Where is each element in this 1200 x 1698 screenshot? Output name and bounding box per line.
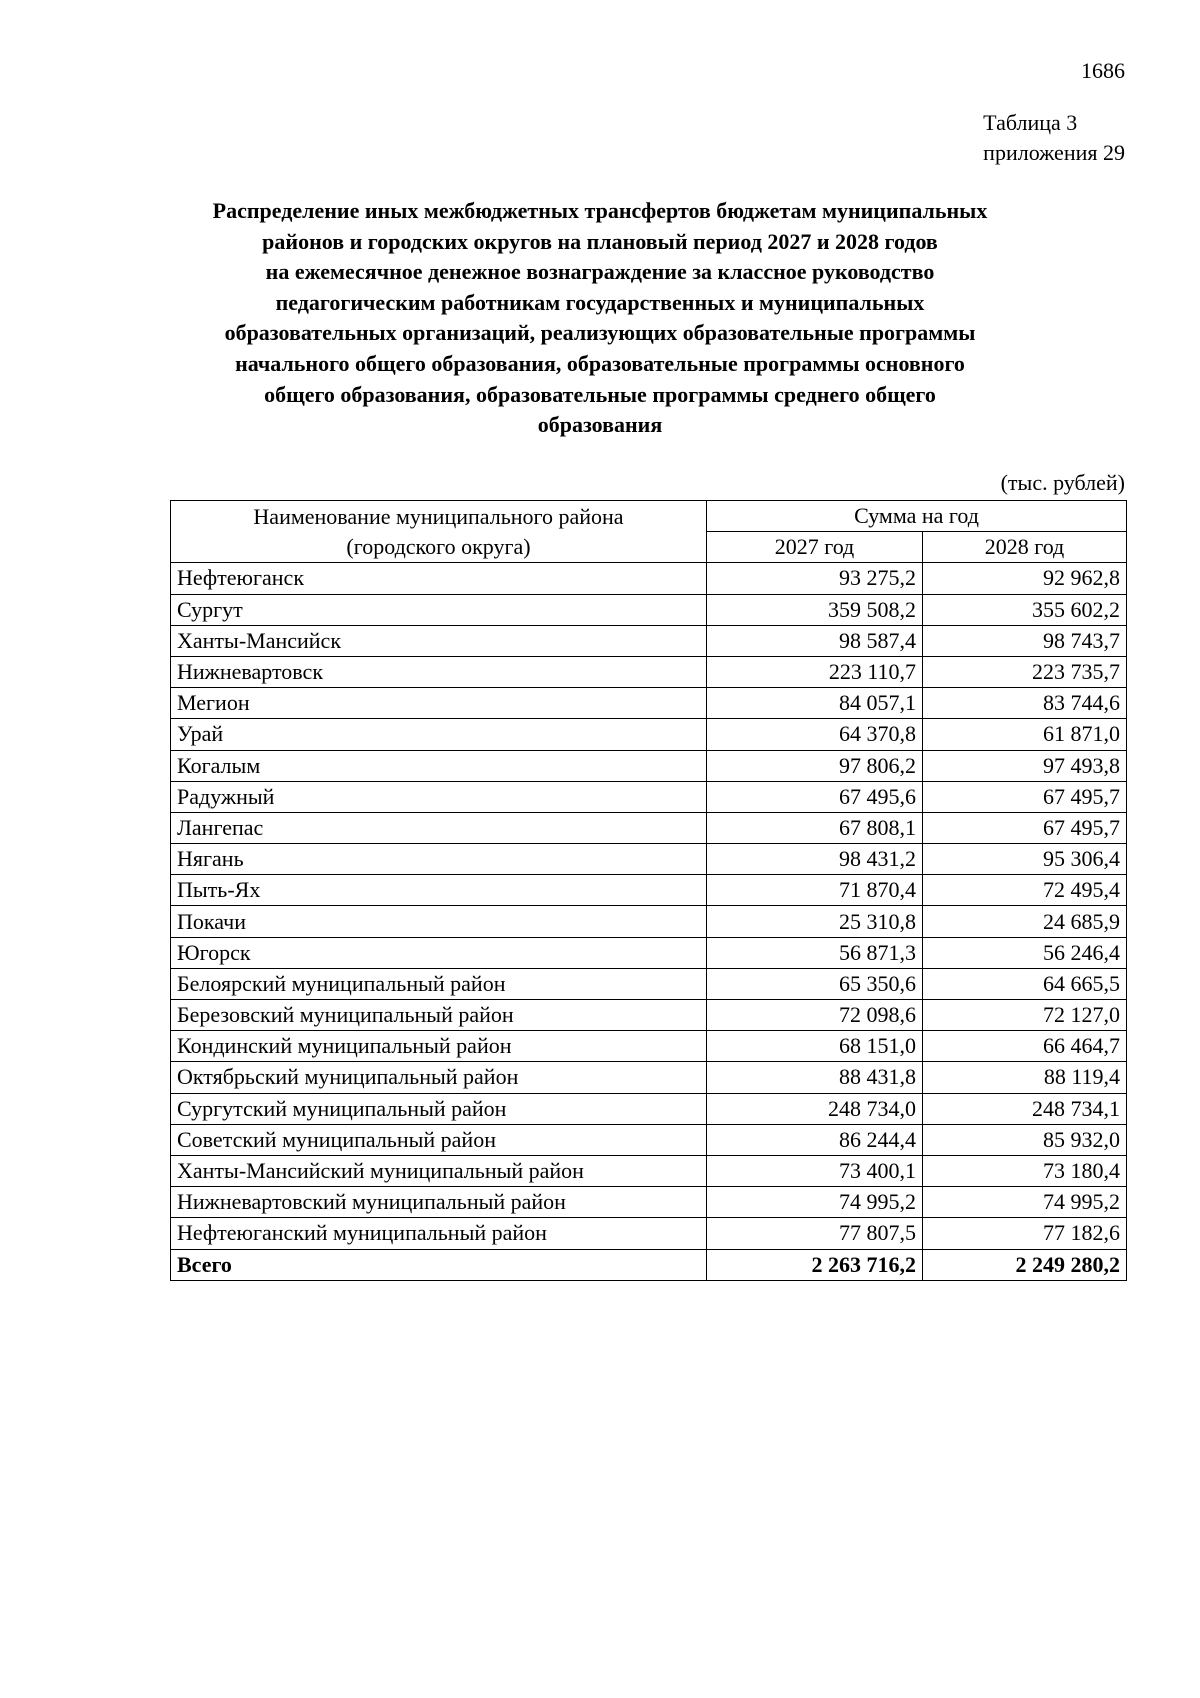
row-2027-cell: 65 350,6 xyxy=(707,968,923,999)
table-row xyxy=(171,844,1127,875)
row-2028-cell: 61 871,0 xyxy=(923,719,1127,750)
row-2027-cell: 86 244,4 xyxy=(707,1124,923,1155)
total-2028-cell: 2 249 280,2 xyxy=(923,1249,1127,1280)
row-name-cell: Лангепас xyxy=(171,812,707,843)
table-row xyxy=(171,594,1127,625)
row-2028-cell: 74 995,2 xyxy=(923,1187,1127,1218)
column-header-name-line-2: (городского округа) xyxy=(346,533,531,559)
row-2028-cell: 66 464,7 xyxy=(923,1031,1127,1062)
table-row xyxy=(171,750,1127,781)
row-2028-cell: 98 743,7 xyxy=(923,625,1127,656)
row-2027-cell: 88 431,8 xyxy=(707,1062,923,1093)
row-2028-cell: 64 665,5 xyxy=(923,968,1127,999)
row-2027-cell: 93 275,2 xyxy=(707,563,923,594)
table-row xyxy=(171,1000,1127,1031)
document-title xyxy=(170,196,1030,441)
title-line: педагогическим работникам государственных и муниципальных xyxy=(275,289,925,315)
row-name-cell: Нягань xyxy=(171,844,707,875)
row-2027-cell: 223 110,7 xyxy=(707,656,923,687)
row-name-cell: Ханты-Мансийский муниципальный район xyxy=(171,1155,707,1186)
row-2027-cell: 72 098,6 xyxy=(707,1000,923,1031)
row-2028-cell: 73 180,4 xyxy=(923,1155,1127,1186)
row-name-cell: Октябрьский муниципальный район xyxy=(171,1062,707,1093)
row-2028-cell: 223 735,7 xyxy=(923,656,1127,687)
row-2028-cell: 248 734,1 xyxy=(923,1093,1127,1124)
title-line: Распределение иных межбюджетных трансфертов бюджетам муниципальных xyxy=(212,198,988,223)
row-name-cell: Покачи xyxy=(171,906,707,937)
units-label: (тыс. рублей) xyxy=(1000,470,1125,495)
table-row xyxy=(171,1062,1127,1093)
row-2027-cell: 71 870,4 xyxy=(707,875,923,906)
row-2027-cell: 359 508,2 xyxy=(707,594,923,625)
row-2028-cell: 95 306,4 xyxy=(923,844,1127,875)
row-name-cell: Березовский муниципальный район xyxy=(171,1000,707,1031)
row-2027-cell: 67 495,6 xyxy=(707,781,923,812)
row-name-cell: Сургутский муниципальный район xyxy=(171,1093,707,1124)
total-label-cell: Всего xyxy=(171,1249,707,1280)
row-2028-cell: 88 119,4 xyxy=(923,1062,1127,1093)
row-2028-cell: 83 744,6 xyxy=(923,688,1127,719)
row-name-cell: Пыть-Ях xyxy=(171,875,707,906)
table-row xyxy=(171,1187,1127,1218)
row-name-cell: Кондинский муниципальный район xyxy=(171,1031,707,1062)
title-line: общего образования, образовательные программы среднего общего xyxy=(264,381,936,407)
row-name-cell: Югорск xyxy=(171,937,707,968)
table-caption xyxy=(983,108,1125,168)
table-row xyxy=(171,1093,1127,1124)
row-2028-cell: 67 495,7 xyxy=(923,781,1127,812)
row-name-cell: Нефтеюганский муниципальный район xyxy=(171,1218,707,1249)
table-row xyxy=(171,906,1127,937)
row-2027-cell: 98 587,4 xyxy=(707,625,923,656)
column-header-2027: 2027 год xyxy=(707,532,923,563)
table-row xyxy=(171,563,1127,594)
row-name-cell: Радужный xyxy=(171,781,707,812)
row-name-cell: Урай xyxy=(171,719,707,750)
row-2028-cell: 72 495,4 xyxy=(923,875,1127,906)
row-name-cell: Советский муниципальный район xyxy=(171,1124,707,1155)
title-line: на ежемесячное денежное вознаграждение за классное руководство xyxy=(265,259,935,285)
row-name-cell: Белоярский муниципальный район xyxy=(171,968,707,999)
page-number: 1686 xyxy=(1081,58,1125,83)
row-2027-cell: 67 808,1 xyxy=(707,812,923,843)
title-line: начального общего образования, образовательные программы основного xyxy=(235,350,965,376)
row-name-cell: Мегион xyxy=(171,688,707,719)
row-2028-cell: 85 932,0 xyxy=(923,1124,1127,1155)
row-2027-cell: 77 807,5 xyxy=(707,1218,923,1249)
row-name-cell: Ханты-Мансийск xyxy=(171,625,707,656)
total-row xyxy=(171,1249,1127,1280)
title-line: образования xyxy=(537,412,663,438)
table-row xyxy=(171,968,1127,999)
column-header-sum: Сумма на год xyxy=(707,501,1127,532)
table-row xyxy=(171,625,1127,656)
row-2027-cell: 64 370,8 xyxy=(707,719,923,750)
title-line: районов и городских округов на плановый период 2027 и 2028 годов xyxy=(262,228,938,254)
row-2027-cell: 248 734,0 xyxy=(707,1093,923,1124)
row-2028-cell: 355 602,2 xyxy=(923,594,1127,625)
row-2028-cell: 56 246,4 xyxy=(923,937,1127,968)
row-2028-cell: 77 182,6 xyxy=(923,1218,1127,1249)
row-2027-cell: 98 431,2 xyxy=(707,844,923,875)
table-header xyxy=(171,501,1127,563)
table-row xyxy=(171,656,1127,687)
row-2028-cell: 67 495,7 xyxy=(923,812,1127,843)
column-header-name xyxy=(171,501,707,563)
table-row xyxy=(171,781,1127,812)
row-2028-cell: 92 962,8 xyxy=(923,563,1127,594)
row-2027-cell: 97 806,2 xyxy=(707,750,923,781)
table-row xyxy=(171,1031,1127,1062)
transfers-table xyxy=(170,500,1127,1281)
table-row xyxy=(171,875,1127,906)
table-row xyxy=(171,937,1127,968)
table-row xyxy=(171,1124,1127,1155)
title-line: образовательных организаций, реализующих образовательные программы xyxy=(224,320,976,346)
table-row xyxy=(171,719,1127,750)
table-header-row xyxy=(171,501,1127,532)
table-row xyxy=(171,812,1127,843)
table-body xyxy=(171,563,1127,1280)
column-header-name-line-1: Наименование муниципального района xyxy=(253,503,624,529)
table-row xyxy=(171,688,1127,719)
row-name-cell: Нефтеюганск xyxy=(171,563,707,594)
row-2027-cell: 84 057,1 xyxy=(707,688,923,719)
row-name-cell: Нижневартовский муниципальный район xyxy=(171,1187,707,1218)
table-caption-line-1: Таблица 3 xyxy=(983,110,1078,135)
row-2027-cell: 73 400,1 xyxy=(707,1155,923,1186)
table-row xyxy=(171,1218,1127,1249)
row-2028-cell: 72 127,0 xyxy=(923,1000,1127,1031)
column-header-2028: 2028 год xyxy=(923,532,1127,563)
row-name-cell: Нижневартовск xyxy=(171,656,707,687)
row-2028-cell: 24 685,9 xyxy=(923,906,1127,937)
table-row xyxy=(171,1155,1127,1186)
table-caption-line-2: приложения 29 xyxy=(983,140,1125,165)
row-name-cell: Сургут xyxy=(171,594,707,625)
total-2027-cell: 2 263 716,2 xyxy=(707,1249,923,1280)
row-2027-cell: 68 151,0 xyxy=(707,1031,923,1062)
row-2028-cell: 97 493,8 xyxy=(923,750,1127,781)
row-2027-cell: 74 995,2 xyxy=(707,1187,923,1218)
row-name-cell: Когалым xyxy=(171,750,707,781)
row-2027-cell: 25 310,8 xyxy=(707,906,923,937)
row-2027-cell: 56 871,3 xyxy=(707,937,923,968)
